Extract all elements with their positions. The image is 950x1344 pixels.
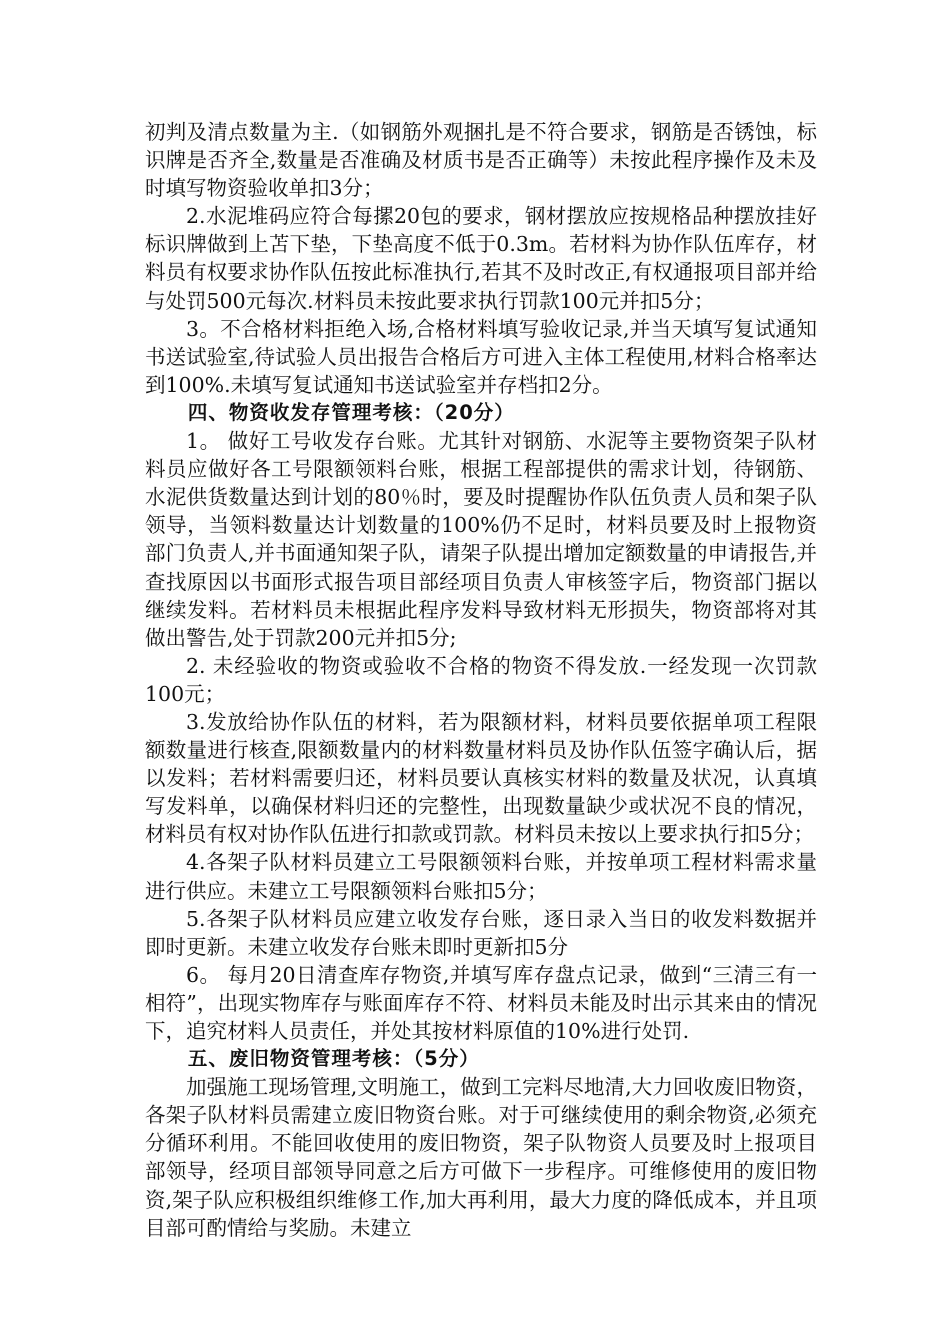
document-body <box>145 118 817 1242</box>
section-heading: 五、废旧物资管理考核：（5分） <box>187 1047 480 1071</box>
paragraph: 2.水泥堆码应符合每摞20包的要求，钢材摆放应按规格品种摆放挂好标识牌做到上苫下垫，下垫高度不低于0.3m。若材料为协作队伍库存，材料员有权要求协作队伍按此标准执行,若其不及时改正,有权通报项目部并给与处罚500元每次.材料员未按此要求执行罚款100元并扣5分； <box>145 204 817 313</box>
paragraph: 1。 做好工号收发存台账。尤其针对钢筋、水泥等主要物资架子队材料员应做好各工号限额领料台账，根据工程部提供的需求计划，待钢筋、水泥供货数量达到计划的80％时，要及时提醒协作队伍负责人员和架子队领导，当领料数量达计划数量的100%仍不足时，材料员要及时上报物资部门负责人,并书面通知架子队，请架子队提出增加定额数量的申请报告,并查找原因以书面形式报告项目部经项目负责人审核签字后，物资部门据以继续发料。若材料员未根据此程序发料导致材料无形损失，物资部将对其做出警告,处于罚款200元并扣5分; <box>145 429 817 650</box>
paragraph: 6。 每月20日清查库存物资,并填写库存盘点记录，做到“三清三有一相符”，出现实物库存与账面库存不符、材料员未能及时出示其来由的情况下，追究材料人员责任，并处其按材料原值的10%进行处罚. <box>145 962 817 1043</box>
paragraph: 4.各架子队材料员建立工号限额领料台账，并按单项工程材料需求量进行供应。未建立工号限额领料台账扣5分； <box>145 850 817 903</box>
paragraph: 初判及清点数量为主.（如钢筋外观捆扎是不符合要求，钢筋是否锈蚀，标识牌是否齐全,数量是否准确及材质书是否正确等）未按此程序操作及未及时填写物资验收单扣3分； <box>145 120 817 201</box>
paragraph: 3.发放给协作队伍的材料，若为限额材料，材料员要依据单项工程限额数量进行核查,限额数量内的材料数量材料员及协作队伍签字确认后，据以发料；若材料需要归还，材料员要认真核实材料的数量及状况，认真填写发料单，以确保材料归还的完整性，出现数量缺少或状况不良的情况，材料员有权对协作队伍进行扣款或罚款。材料员未按以上要求执行扣5分； <box>145 709 817 847</box>
paragraph: 2. 未经验收的物资或验收不合格的物资不得发放.一经发现一次罚款100元； <box>145 653 817 706</box>
paragraph: 5.各架子队材料员应建立收发存台账，逐日录入当日的收发料数据并即时更新。未建立收发存台账未即时更新扣5分 <box>145 906 817 959</box>
section-heading: 四、物资收发存管理考核：（20分） <box>187 400 515 424</box>
paragraph: 3。不合格材料拒绝入场,合格材料填写验收记录,并当天填写复试通知书送试验室,待试验人员出报告合格后方可进入主体工程使用,材料合格率达到100%.未填写复试通知书送试验室并存档扣2分。 <box>145 316 817 397</box>
paragraph: 加强施工现场管理,文明施工，做到工完料尽地清,大力回收废旧物资，各架子队材料员需建立废旧物资台账。对于可继续使用的剩余物资,必须充分循环利用。不能回收使用的废旧物资，架子队物资人员要及时上报项目部领导，经项目部领导同意之后方可做下一步程序。可维修使用的废旧物资,架子队应积极组织维修工作,加大再利用，最大力度的降低成本，并且项目部可酌情给与奖励。未建立 <box>145 1075 817 1240</box>
